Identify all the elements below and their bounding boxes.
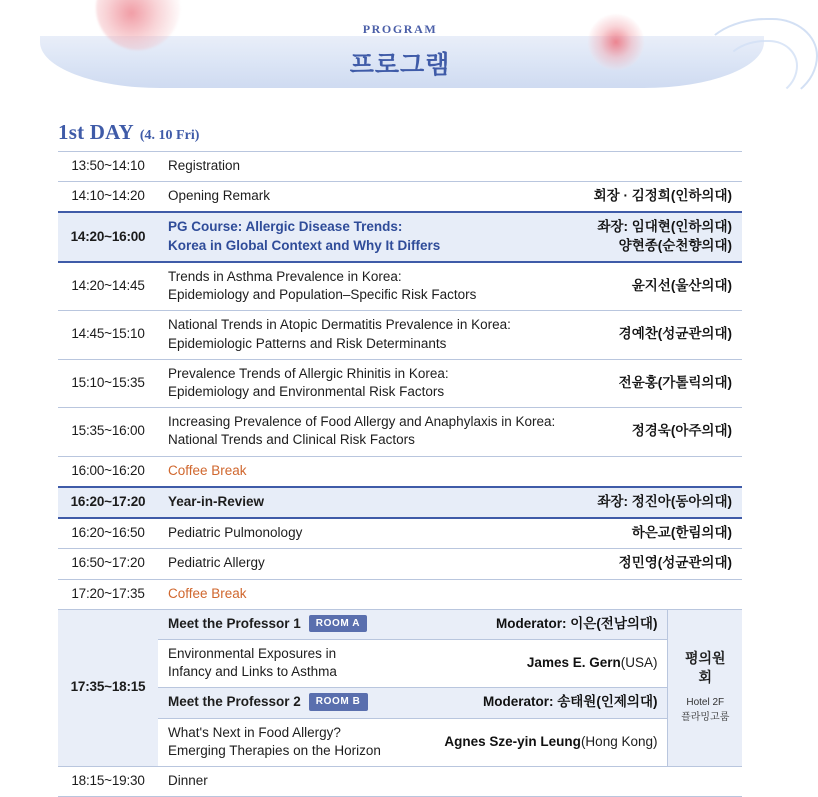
time-text: 14:10~14:20 [71,188,145,204]
session-chair-1: 좌장: 임대현(인하의대) [597,219,732,235]
time-text: 18:15~19:30 [71,773,145,789]
talk-speaker-country: (USA) [620,655,658,671]
row-content [158,487,742,518]
table-row [58,767,742,797]
session-people: 회장 · 김정희(인하의대) [593,188,732,204]
table-row-meet-professor-2-header [58,688,742,718]
table-row-coffee-break [58,579,742,609]
row-time [58,549,158,579]
talk-speaker [444,733,657,751]
session-title-line2: Epidemiologic Patterns and Risk Determinants [168,335,447,351]
table-row-meet-professor-1-header [58,609,742,639]
time-text: 16:20~16:50 [71,525,145,541]
session-title-line1: Trends in Asthma Prevalence in Korea: [168,268,402,284]
table-row-meet-professor-1-talk [58,639,742,687]
time-text: 15:10~15:35 [71,374,145,390]
row-time [58,518,158,549]
time-text: 15:35~16:00 [71,423,145,439]
row-content [158,408,742,456]
session-title: Opening Remark [168,188,271,204]
table-row-pg-course [58,212,742,261]
row-content [158,456,742,487]
talk-title-line1: What's Next in Food Allergy? [168,724,341,740]
time-text: 14:45~15:10 [71,326,145,342]
row-time [58,311,158,359]
session-title: Meet the Professor 1 [168,615,301,631]
row-content [158,639,668,687]
row-time [58,182,158,213]
row-time [58,767,158,797]
row-content [158,767,742,797]
row-time [58,262,158,311]
session-moderator: Moderator: 이은(전남의대) [495,615,658,631]
table-row [58,262,742,311]
row-time [58,579,158,609]
session-chair-2: 양현종(순천향의대) [618,237,732,253]
talk-speaker-name: James E. Gern [526,655,621,671]
committee-box [668,609,742,766]
session-title-line2: Epidemiology and Environmental Risk Factors [168,383,445,399]
session-title: Registration [168,158,241,173]
committee-location-line1: Hotel 2F [686,697,725,709]
table-row [58,311,742,359]
session-title: Dinner [168,773,208,789]
session-title [168,365,609,401]
talk-title-line2: Emerging Therapies on the Horizon [168,742,381,758]
row-content [158,212,742,261]
session-speaker: 하은교(한림의대) [631,525,732,541]
row-content [158,182,742,213]
session-title-line2: Korea in Global Context and Why It Differs [168,237,441,253]
talk-title-line1: Environmental Exposures in [168,645,337,661]
day-label: 1st DAY [58,120,134,144]
session-moderator: Moderator: 송태원(인제의대) [482,694,658,710]
time-text: 16:00~16:20 [71,462,145,478]
time-text: 13:50~14:10 [71,158,145,173]
table-row-coffee-break [58,456,742,487]
table-row-year-in-review [58,487,742,518]
session-speaker: 윤지선(울산의대) [631,277,732,293]
page-banner [0,0,800,96]
row-content [158,311,742,359]
row-time [58,487,158,518]
talk-title [168,724,434,760]
time-text: 17:20~17:35 [71,585,145,601]
time-text: 16:50~17:20 [71,555,145,571]
session-title [168,268,622,304]
session-title [168,218,587,254]
row-time [58,212,158,261]
row-content [158,549,742,579]
session-title [168,316,609,352]
room-b-badge: ROOM B [309,693,368,711]
session-title-line1: National Trends in Atopic Dermatitis Prevalence in Korea: [168,317,511,333]
session-speaker: 정경욱(아주의대) [631,423,732,439]
banner-kicker: PROGRAM [362,22,438,36]
time-text: 14:20~16:00 [70,228,146,244]
talk-speaker-country: (Hong Kong) [580,733,658,749]
committee-location-line2: 플라밍고룸 [681,712,730,724]
session-title: Year-in-Review [168,493,265,509]
page-title: 프로그램 [349,51,451,79]
talk-speaker [527,654,658,672]
day-heading [58,120,800,145]
row-time [58,359,158,407]
session-title: Coffee Break [168,462,247,478]
session-title: Pediatric Allergy [168,555,265,571]
session-chairs [597,218,732,254]
time-text: 16:20~17:20 [70,493,146,509]
session-title: Meet the Professor 2 [168,694,301,710]
row-content [158,688,668,718]
table-row [58,152,742,182]
session-title-line2: Epidemiology and Population–Specific Risk Factors [168,287,477,303]
session-title-line1: Increasing Prevalence of Food Allergy and Anaphylaxis in Korea: [168,414,556,430]
table-row [58,359,742,407]
session-title-line2: National Trends and Clinical Risk Factors [168,432,415,448]
session-title-wrap [168,615,486,633]
program-table [58,151,742,797]
table-row-meet-professor-2-talk [58,718,742,766]
session-speaker: 전윤홍(가톨릭의대) [618,374,732,390]
session-chair: 좌장: 정진아(동아의대) [597,493,732,509]
row-content [158,359,742,407]
session-speaker: 경예찬(성균관의대) [618,326,732,342]
session-title-rest: Allergic Disease Trends: [242,219,403,235]
row-time [58,152,158,182]
row-time [58,456,158,487]
session-title-lead: PG Course: [168,219,243,235]
committee-title: 평의원회 [684,650,726,686]
time-text: 14:20~14:45 [71,277,145,293]
table-row [58,182,742,213]
table-row [58,518,742,549]
table-row [58,549,742,579]
session-title-line1: Prevalence Trends of Allergic Rhinitis in Korea: [168,365,449,381]
day-date: (4. 10 Fri) [139,128,200,143]
row-content [158,609,668,639]
row-content [158,579,742,609]
row-time [58,609,158,766]
row-content [158,518,742,549]
decorative-blob-right-icon [588,14,644,70]
row-content [158,718,668,766]
row-content [158,152,742,182]
talk-title [168,645,517,681]
session-speaker: 정민영(성균관의대) [618,555,732,571]
session-title-wrap [168,693,473,711]
session-title: Pediatric Pulmonology [168,525,303,541]
session-title: Coffee Break [168,585,247,601]
row-content [158,262,742,311]
talk-speaker-name: Agnes Sze-yin Leung [444,733,581,749]
table-row [58,408,742,456]
time-text: 17:35~18:15 [70,679,146,695]
talk-title-line2: Infancy and Links to Asthma [168,664,337,680]
room-a-badge: ROOM A [309,615,367,633]
session-title [168,413,622,449]
row-time [58,408,158,456]
